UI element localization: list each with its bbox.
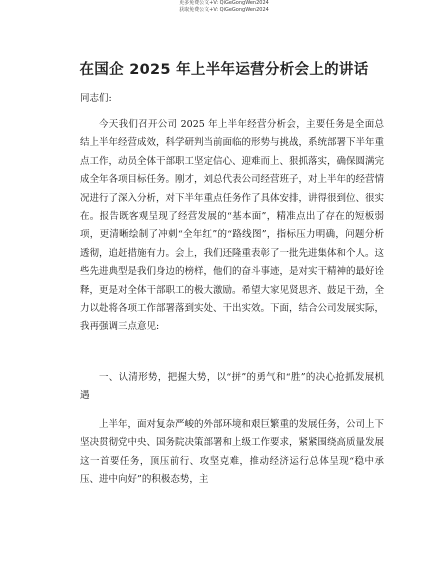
greeting: 同志们: — [80, 93, 112, 104]
watermark-line-1: 更多免费公文+V: QiGeGongWen2024 — [179, 0, 269, 6]
document-title: 在国企 2025 年上半年运营分析会上的讲话 — [79, 62, 369, 78]
paragraph-section-1: 上半年，面对复杂严峻的外部环境和艰巨繁重的发展任务，公司上下坚决贯彻党中央、国务院决策部署和上级工作要求，紧紧围绕高质量发展这一首要任务，顶压前行、攻坚克难，推动经济运行总体呈现“稳中承压、进中向好”的积极态势，主 — [80, 419, 385, 486]
watermark-line-2: 获取免费公文+V: QiGeGongWen2024 — [179, 7, 269, 13]
section-heading-1: 一、认清形势，把握大势，以“拼”的勇气和“胜”的决心抢抓发展机遇 — [80, 372, 384, 402]
paragraph-opening: 今天我们召开公司 2025 年上半年经营分析会，主要任务是全面总结上半年经营成效，科学研判当前面临的形势与挑战，系统部署下半年重点工作，动员全体干部职工坚定信心、迎难而上、狠抓落实，确保圆满完成全年各项目标任务。刚才，刘总代表公司经营班子，对上半年的经营情况进行了深入分析，对下半年重点任务作了具体安排，讲得很到位、很实在。报告既客观呈现了经营发展的“基本面”，精准点出了存在的短板弱项，更清晰绘制了冲刺“全年红”的“路线图”，指标压力明确，问题分析透彻，追赶措施有力。会上，我们还隆重表彰了一批先进集体和个人。这些先进典型是我们身边的榜样，他们的奋斗事迹，是对实干精神的最好诠释，更是对全体干部职工的极大激励。希望大家见贤思齐、鼓足干劲，全力以赴将各项工作部署落到实处、干出实效。下面，结合公司发展实际，我再强调三点意见: — [80, 119, 385, 333]
